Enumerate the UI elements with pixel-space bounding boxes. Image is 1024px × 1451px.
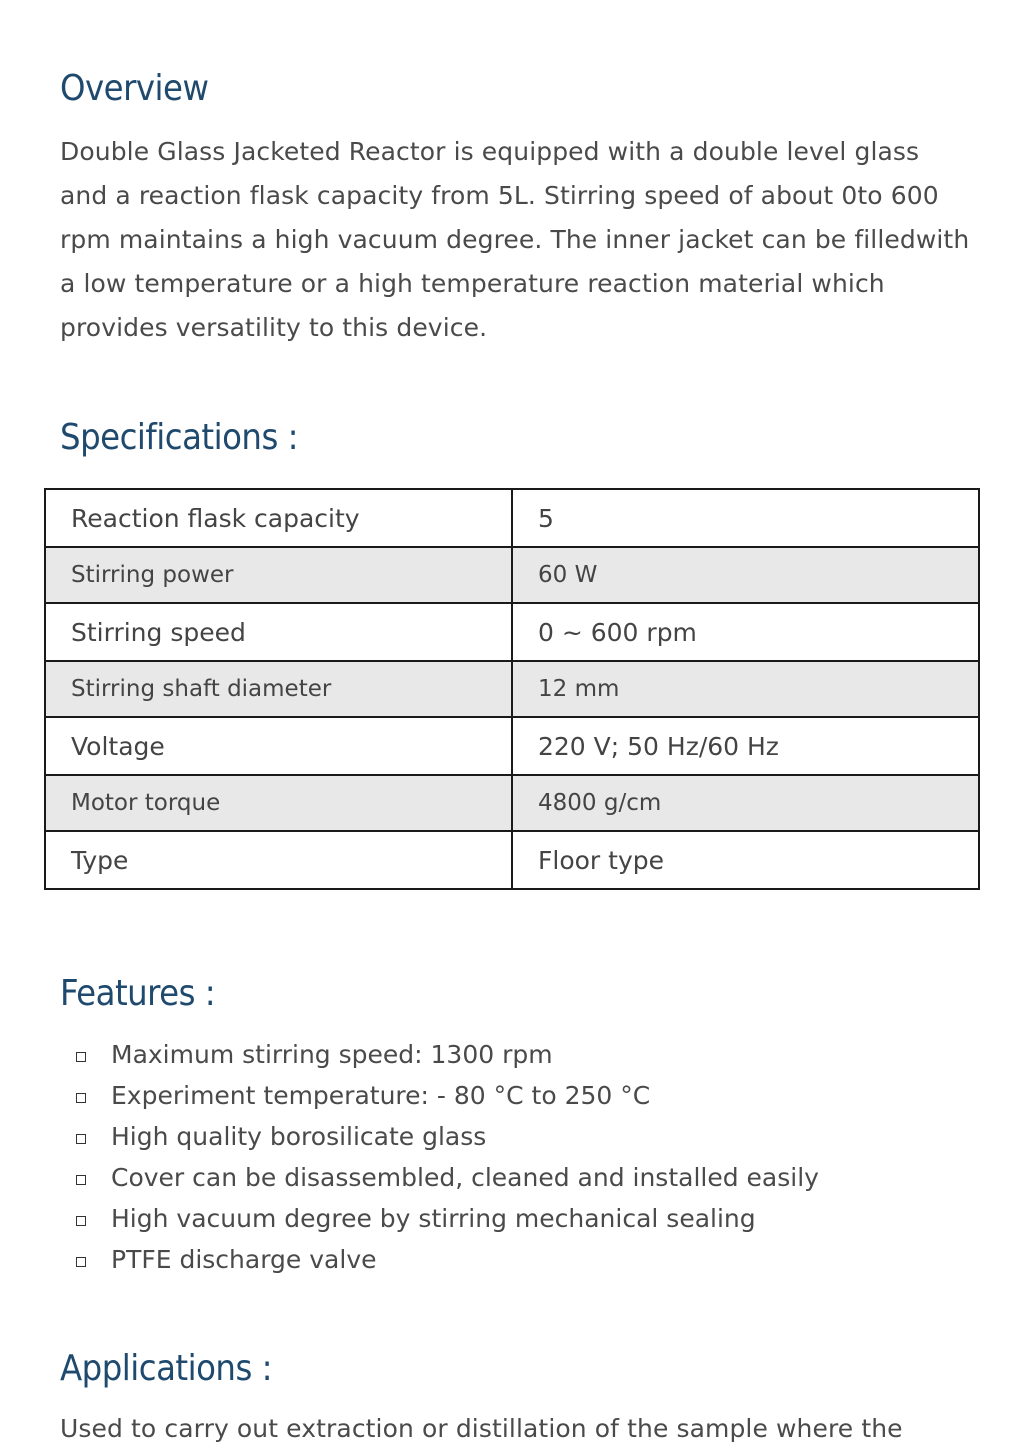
list-item (76, 1157, 819, 1198)
table-row (45, 775, 979, 831)
features-heading: Features : (60, 973, 216, 1014)
feature-text: Cover can be disassembled, cleaned and installed easily (111, 1163, 819, 1192)
spec-value: 0 ~ 600 rpm (512, 603, 979, 661)
applications-heading: Applications : (60, 1348, 273, 1389)
spec-value: 220 V; 50 Hz/60 Hz (512, 717, 979, 775)
feature-text: High vacuum degree by stirring mechanical sealing (111, 1204, 756, 1233)
spec-label: Stirring power (45, 547, 512, 603)
feature-text: High quality borosilicate glass (111, 1122, 487, 1151)
spec-label: Motor torque (45, 775, 512, 831)
applications-paragraph: Used to carry out extraction or distillation of the sample where the (60, 1414, 903, 1443)
spec-label: Stirring shaft diameter (45, 661, 512, 717)
square-bullet-icon (76, 1052, 86, 1062)
table-row (45, 661, 979, 717)
spec-value: 4800 g/cm (512, 775, 979, 831)
feature-text: PTFE discharge valve (111, 1245, 377, 1274)
spec-value: 60 W (512, 547, 979, 603)
list-item (76, 1198, 819, 1239)
square-bullet-icon (76, 1093, 86, 1103)
table-row (45, 831, 979, 889)
spec-label: Type (45, 831, 512, 889)
list-item (76, 1034, 819, 1075)
feature-text: Experiment temperature: - 80 °C to 250 °C (111, 1081, 651, 1110)
overview-paragraph: Double Glass Jacketed Reactor is equipped with a double level glass and a reaction flask capacity from 5L. Stirring speed of about 0to 600 rpm maintains a high vacuum degree. The inner jacket can be filledwith a low temperature or a high temperature reaction material which provides versatility to this device. (60, 137, 970, 342)
specifications-heading: Specifications : (60, 417, 299, 458)
feature-text: Maximum stirring speed: 1300 rpm (111, 1040, 553, 1069)
features-list (76, 1034, 819, 1280)
spec-value: 12 mm (512, 661, 979, 717)
table-row (45, 717, 979, 775)
table-row (45, 489, 979, 547)
square-bullet-icon (76, 1257, 86, 1267)
spec-label: Reaction flask capacity (45, 489, 512, 547)
spec-label: Voltage (45, 717, 512, 775)
spec-label: Stirring speed (45, 603, 512, 661)
square-bullet-icon (76, 1216, 86, 1226)
table-row (45, 547, 979, 603)
table-row (45, 603, 979, 661)
spec-value: 5 (512, 489, 979, 547)
list-item (76, 1239, 819, 1280)
square-bullet-icon (76, 1134, 86, 1144)
spec-value: Floor type (512, 831, 979, 889)
overview-heading: Overview (60, 68, 209, 109)
list-item (76, 1075, 819, 1116)
specifications-table (44, 488, 980, 890)
square-bullet-icon (76, 1175, 86, 1185)
list-item (76, 1116, 819, 1157)
